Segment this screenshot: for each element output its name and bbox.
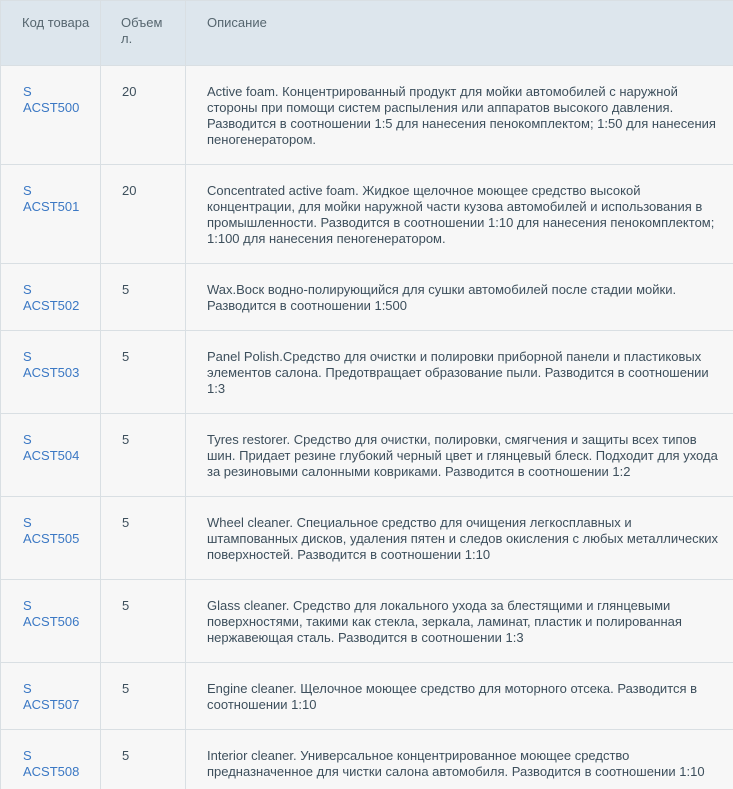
product-code-link[interactable] <box>1 66 101 165</box>
product-code-link[interactable] <box>1 663 101 730</box>
product-volume: 5 <box>101 331 186 414</box>
product-volume: 20 <box>101 165 186 264</box>
column-header-description: Описание <box>186 1 733 66</box>
product-code-number: ACST508 <box>23 764 80 779</box>
product-volume: 5 <box>101 663 186 730</box>
table-row <box>1 663 733 730</box>
product-code-link[interactable] <box>1 414 101 497</box>
product-description: Interior cleaner. Универсальное концентрированное моющее средство предназначенное для чистки салона автомобиля. Разводится в соотношении 1:10 <box>186 730 733 789</box>
product-code-link[interactable] <box>1 580 101 663</box>
product-description: Panel Polish.Средство для очистки и полировки приборной панели и пластиковых элементов салона. Предотвращает образование пыли. Разводится в соотношении 1:3 <box>186 331 733 414</box>
product-description: Wheel cleaner. Специальное средство для очищения легкосплавных и штампованных дисков, удаления пятен и следов окисления с любых металлических поверхностей. Разводится в соотношении 1:10 <box>186 497 733 580</box>
product-code-prefix: S <box>23 681 32 696</box>
table-row <box>1 580 733 663</box>
product-code-link[interactable] <box>1 264 101 331</box>
product-code-number: ACST500 <box>23 100 80 115</box>
product-code-prefix: S <box>23 349 32 364</box>
table-row <box>1 331 733 414</box>
table-row <box>1 414 733 497</box>
column-header-volume: Объем л. <box>101 1 186 66</box>
product-code-number: ACST503 <box>23 365 80 380</box>
product-volume: 5 <box>101 414 186 497</box>
table-row <box>1 730 733 789</box>
product-code-number: ACST501 <box>23 199 80 214</box>
product-code-prefix: S <box>23 183 32 198</box>
product-volume: 5 <box>101 580 186 663</box>
table-row <box>1 264 733 331</box>
product-description: Concentrated active foam. Жидкое щелочное моющее средство высокой концентрации, для мойки наружной части кузова автомобилей и использования в промышленности. Разводится в соотношении 1:10 для нанесения пенокомплектом; 1:100 для нанесения пеногенератором. <box>186 165 733 264</box>
product-code-prefix: S <box>23 515 32 530</box>
product-code-link[interactable] <box>1 331 101 414</box>
product-description: Glass cleaner. Средство для локального ухода за блестящими и глянцевыми поверхностями, такими как стекла, зеркала, ламинат, пластик и полированная нержавеющая сталь. Разводится в соотношении 1:3 <box>186 580 733 663</box>
product-code-link[interactable] <box>1 497 101 580</box>
table-header-row <box>1 1 733 66</box>
table-row <box>1 497 733 580</box>
product-description: Wax.Воск водно-полирующийся для сушки автомобилей после стадии мойки. Разводится в соотношении 1:500 <box>186 264 733 331</box>
product-code-link[interactable] <box>1 730 101 789</box>
product-code-number: ACST505 <box>23 531 80 546</box>
product-code-prefix: S <box>23 598 32 613</box>
product-volume: 5 <box>101 264 186 331</box>
product-code-number: ACST506 <box>23 614 80 629</box>
product-code-number: ACST504 <box>23 448 80 463</box>
product-code-link[interactable] <box>1 165 101 264</box>
product-code-number: ACST507 <box>23 697 80 712</box>
product-description: Tyres restorer. Средство для очистки, полировки, смягчения и защиты всех типов шин. Придает резине глубокий черный цвет и глянцевый блеск. Подходит для ухода за резиновыми салонными ковриками. Разводится в соотношении 1:2 <box>186 414 733 497</box>
column-header-code: Код товара <box>1 1 101 66</box>
product-volume: 5 <box>101 730 186 789</box>
product-code-prefix: S <box>23 748 32 763</box>
product-volume: 5 <box>101 497 186 580</box>
product-code-number: ACST502 <box>23 298 80 313</box>
product-code-prefix: S <box>23 282 32 297</box>
product-description: Active foam. Концентрированный продукт для мойки автомобилей с наружной стороны при помощи систем распыления или аппаратов высокого давления. Разводится в соотношении 1:5 для нанесения пенокомплектом; 1:50 для нанесения пеногенератором. <box>186 66 733 165</box>
product-code-prefix: S <box>23 432 32 447</box>
table-row <box>1 66 733 165</box>
table-row <box>1 165 733 264</box>
product-code-prefix: S <box>23 84 32 99</box>
product-description: Engine cleaner. Щелочное моющее средство для моторного отсека. Разводится в соотношении 1:10 <box>186 663 733 730</box>
product-volume: 20 <box>101 66 186 165</box>
